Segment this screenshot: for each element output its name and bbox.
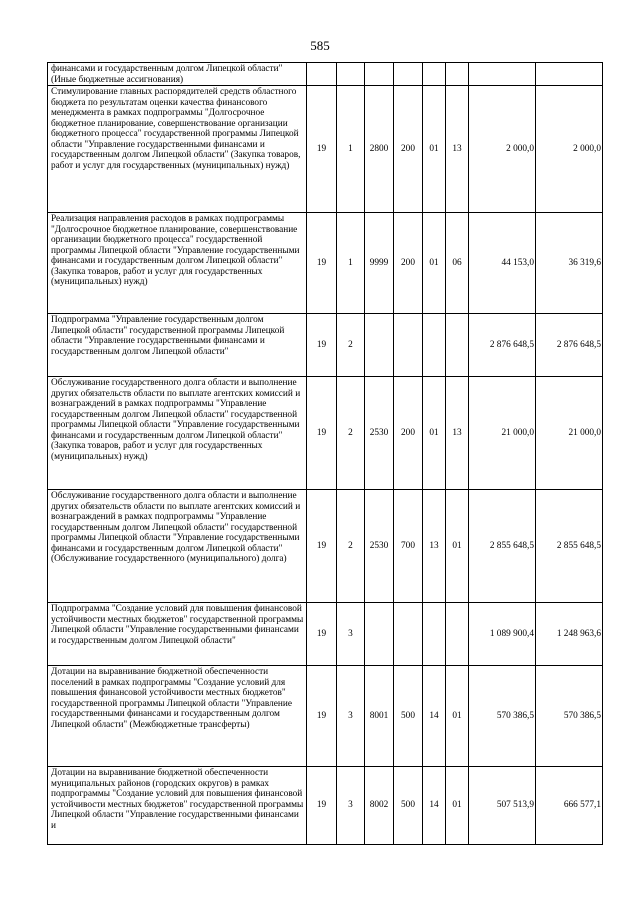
expense-type-cell: [394, 603, 423, 666]
section-code-cell: 2: [337, 377, 365, 490]
ministry-code-cell: 19: [307, 314, 337, 377]
article-code-cell: 8002: [365, 767, 394, 845]
sum-2015-cell: 507 513,9: [469, 767, 536, 845]
section-code-cell: 3: [337, 767, 365, 845]
article-code-cell: [365, 603, 394, 666]
table-row: [48, 490, 603, 603]
expense-type-cell: 500: [394, 767, 423, 845]
subsection-code-cell: [423, 314, 446, 377]
subsection-code-cell: 14: [423, 767, 446, 845]
ministry-code-cell: 19: [307, 377, 337, 490]
item-code-cell: 06: [446, 213, 469, 314]
expense-type-cell: 200: [394, 377, 423, 490]
article-code-cell: 9999: [365, 213, 394, 314]
sum-2015-cell: 2 855 648,5: [469, 490, 536, 603]
table-row: [48, 603, 603, 666]
item-code-cell: 01: [446, 666, 469, 767]
article-code-cell: 8001: [365, 666, 394, 767]
row-name-cell: Стимулирование главных распорядителей средств областного бюджета по результатам оценки качества финансового менеджмента в рамках подпрограммы "Долгосрочное бюджетное планирование, совершенствование организации бюджетного процесса" государственной программы Липецкой области "Управление государственными финансами и государственным долгом Липецкой области" (Закупка товаров, работ и услуг для государственных (муниципальных) нужд): [48, 86, 307, 213]
article-code-cell: [365, 314, 394, 377]
subsection-code-cell: [423, 63, 446, 86]
page-number: 585: [310, 38, 330, 53]
row-name-cell: финансами и государственным долгом Липецкой области" (Иные бюджетные ассигнования): [48, 63, 307, 86]
sum-2016-cell: 666 577,1: [536, 767, 603, 845]
sum-2015-cell: 21 000,0: [469, 377, 536, 490]
expense-type-cell: 500: [394, 666, 423, 767]
sum-2016-cell: [536, 63, 603, 86]
section-code-cell: 2: [337, 314, 365, 377]
sum-2016-cell: 2 000,0: [536, 86, 603, 213]
item-code-cell: 13: [446, 377, 469, 490]
row-name-cell: Обслуживание государственного долга области и выполнение других обязательств области по выплате агентских комиссий и вознаграждений в рамках подпрограммы "Управление государственным долгом Липецкой области" государственной программы Липецкой области "Управление государственными финансами и государственным долгом Липецкой области" (Обслуживание государственного (муниципального) долга): [48, 490, 307, 603]
sum-2016-cell: 21 000,0: [536, 377, 603, 490]
row-name-cell: Дотации на выравнивание бюджетной обеспеченности поселений в рамках подпрограммы "Создание условий для повышения финансовой устойчивости местных бюджетов" государственной программы Липецкой области "Управление государственными финансами и государственным долгом Липецкой области" (Межбюджетные трансферты): [48, 666, 307, 767]
section-code-cell: 3: [337, 603, 365, 666]
sum-2016-cell: 2 876 648,5: [536, 314, 603, 377]
row-name-cell: Дотации на выравнивание бюджетной обеспеченности муниципальных районов (городских округов) в рамках подпрограммы "Создание условий для повышения финансовой устойчивости местных бюджетов" государственной программы Липецкой области "Управление государственными финансами и: [48, 767, 307, 845]
item-code-cell: [446, 63, 469, 86]
section-code-cell: [337, 63, 365, 86]
item-code-cell: 13: [446, 86, 469, 213]
sum-2016-cell: 570 386,5: [536, 666, 603, 767]
section-code-cell: 1: [337, 213, 365, 314]
ministry-code-cell: 19: [307, 603, 337, 666]
row-name-cell: Подпрограмма "Создание условий для повышения финансовой устойчивости местных бюджетов" государственной программы Липецкой области "Управление государственными финансами и государственным долгом Липецкой области": [48, 603, 307, 666]
ministry-code-cell: 19: [307, 213, 337, 314]
ministry-code-cell: 19: [307, 767, 337, 845]
table-row: [48, 666, 603, 767]
ministry-code-cell: [307, 63, 337, 86]
article-code-cell: 2530: [365, 490, 394, 603]
table-row: [48, 377, 603, 490]
row-name-cell: Подпрограмма "Управление государственным долгом Липецкой области" государственной программы Липецкой области "Управление государственными финансами и государственным долгом Липецкой области": [48, 314, 307, 377]
article-code-cell: 2530: [365, 377, 394, 490]
subsection-code-cell: 01: [423, 213, 446, 314]
section-code-cell: 1: [337, 86, 365, 213]
item-code-cell: 01: [446, 490, 469, 603]
table-row: [48, 63, 603, 86]
expense-type-cell: 200: [394, 86, 423, 213]
subsection-code-cell: 01: [423, 86, 446, 213]
sum-2015-cell: 2 876 648,5: [469, 314, 536, 377]
section-code-cell: 3: [337, 666, 365, 767]
item-code-cell: [446, 314, 469, 377]
table-row: [48, 767, 603, 845]
table-row: [48, 213, 603, 314]
subsection-code-cell: 01: [423, 377, 446, 490]
article-code-cell: [365, 63, 394, 86]
table-row: [48, 86, 603, 213]
ministry-code-cell: 19: [307, 490, 337, 603]
subsection-code-cell: [423, 603, 446, 666]
row-name-cell: Обслуживание государственного долга области и выполнение других обязательств области по выплате агентских комиссий и вознаграждений в рамках подпрограммы "Управление государственным долгом Липецкой области" государственной программы Липецкой области "Управление государственными финансами и государственным долгом Липецкой области" (Закупка товаров, работ и услуг для государственных (муниципальных) нужд): [48, 377, 307, 490]
article-code-cell: 2800: [365, 86, 394, 213]
sum-2016-cell: 1 248 963,6: [536, 603, 603, 666]
sum-2015-cell: 2 000,0: [469, 86, 536, 213]
item-code-cell: 01: [446, 767, 469, 845]
expense-type-cell: 700: [394, 490, 423, 603]
expense-type-cell: [394, 314, 423, 377]
sum-2015-cell: [469, 63, 536, 86]
budget-table: [47, 62, 603, 845]
expense-type-cell: 200: [394, 213, 423, 314]
item-code-cell: [446, 603, 469, 666]
sum-2015-cell: 44 153,0: [469, 213, 536, 314]
section-code-cell: 2: [337, 490, 365, 603]
subsection-code-cell: 14: [423, 666, 446, 767]
subsection-code-cell: 13: [423, 490, 446, 603]
table-row: [48, 314, 603, 377]
sum-2016-cell: 2 855 648,5: [536, 490, 603, 603]
sum-2015-cell: 570 386,5: [469, 666, 536, 767]
expense-type-cell: [394, 63, 423, 86]
ministry-code-cell: 19: [307, 86, 337, 213]
sum-2016-cell: 36 319,6: [536, 213, 603, 314]
sum-2015-cell: 1 089 900,4: [469, 603, 536, 666]
ministry-code-cell: 19: [307, 666, 337, 767]
row-name-cell: Реализация направления расходов в рамках подпрограммы "Долгосрочное бюджетное планирование, совершенствование организации бюджетного процесса" государственной программы Липецкой области "Управление государственными финансами и государственным долгом Липецкой области" (Закупка товаров, работ и услуг для государственных (муниципальных) нужд): [48, 213, 307, 314]
table-body: [48, 63, 603, 845]
